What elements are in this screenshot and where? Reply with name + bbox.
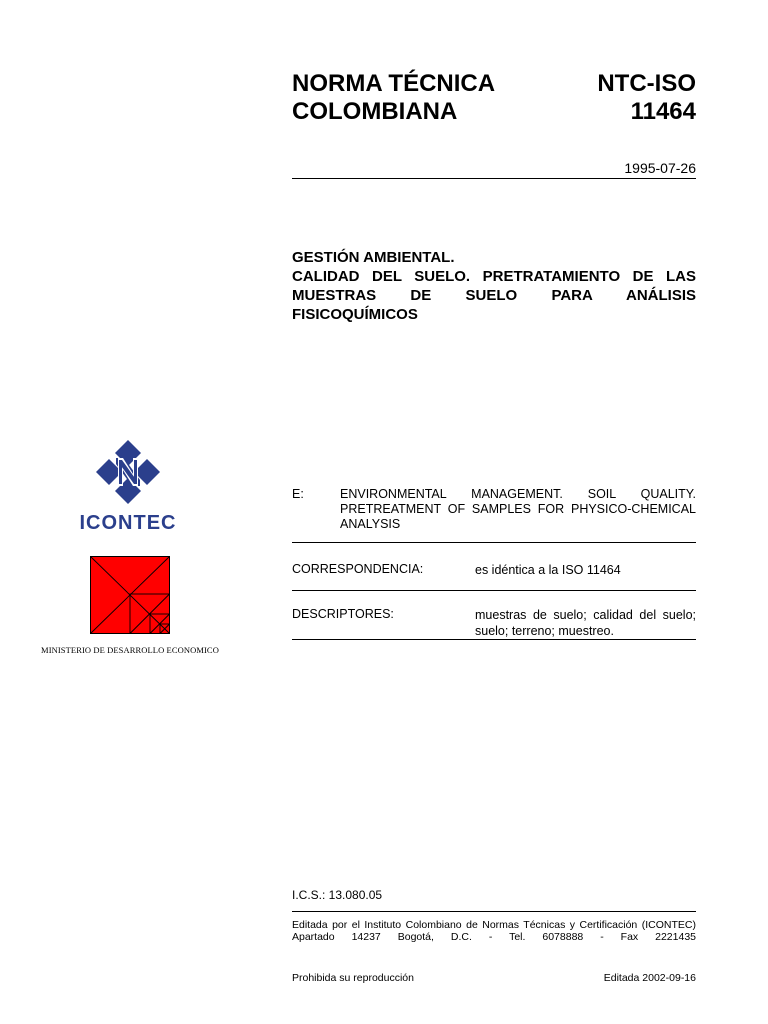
- publication-date: 1995-07-26: [624, 160, 696, 176]
- icontec-wordmark: ICONTEC: [79, 512, 177, 534]
- title-line-4: FISICOQUÍMICOS: [292, 306, 418, 323]
- ministry-logo-icon: [90, 556, 170, 634]
- ics-code: I.C.S.: 13.080.05: [292, 888, 383, 902]
- english-label: E:: [292, 487, 304, 501]
- norma-code-line-2: 11464: [630, 98, 696, 125]
- correspondencia-divider: [292, 590, 696, 591]
- norma-title-line-1: NORMA TÉCNICA: [292, 70, 496, 97]
- norma-title-line-2: COLOMBIANA: [292, 98, 458, 125]
- icontec-logo-icon: [88, 440, 168, 504]
- title-line-3: MUESTRAS DE SUELO PARA ANÁLISIS: [292, 287, 696, 304]
- norma-code: [560, 70, 696, 126]
- english-line-2: PRETREATMENT OF SAMPLES FOR PHYSICO-CHEMICAL: [340, 502, 696, 516]
- english-line-3: ANALYSIS: [340, 517, 401, 531]
- correspondencia-value: es idéntica a la ISO 11464: [475, 563, 621, 577]
- edition-date: Editada 2002-09-16: [603, 972, 696, 984]
- title-line-2: CALIDAD DEL SUELO. PRETRATAMIENTO DE LAS: [292, 268, 696, 285]
- norma-code-line-1: NTC-ISO: [597, 70, 696, 97]
- descriptores-value: [475, 607, 696, 639]
- publisher-line-1: Editada por el Instituto Colombiano de Normas Técnicas y Certificación (ICONTEC): [292, 919, 696, 931]
- english-line-1: ENVIRONMENTAL MANAGEMENT. SOIL QUALITY.: [340, 487, 696, 501]
- english-divider: [292, 542, 696, 543]
- ministry-name: MINISTERIO DE DESARROLLO ECONOMICO: [41, 645, 219, 655]
- reproduction-notice: Prohibida su reproducción: [292, 972, 414, 984]
- header-divider: [292, 178, 696, 179]
- ics-divider: [292, 911, 696, 912]
- english-title: [340, 487, 696, 532]
- correspondencia-label: CORRESPONDENCIA:: [292, 562, 424, 576]
- descriptores-divider: [292, 639, 696, 640]
- title-line-1: GESTIÓN AMBIENTAL.: [292, 249, 455, 266]
- descriptores-label: DESCRIPTORES:: [292, 607, 394, 621]
- publisher-line-2: Apartado 14237 Bogotá, D.C. - Tel. 6078888 - Fax 2221435: [292, 931, 696, 943]
- publisher-info: [292, 919, 696, 943]
- norma-title: [292, 70, 495, 126]
- descriptores-line-1: muestras de suelo; calidad del suelo;: [475, 608, 696, 622]
- document-title: [292, 248, 696, 324]
- descriptores-line-2: suelo; terreno; muestreo.: [475, 624, 614, 638]
